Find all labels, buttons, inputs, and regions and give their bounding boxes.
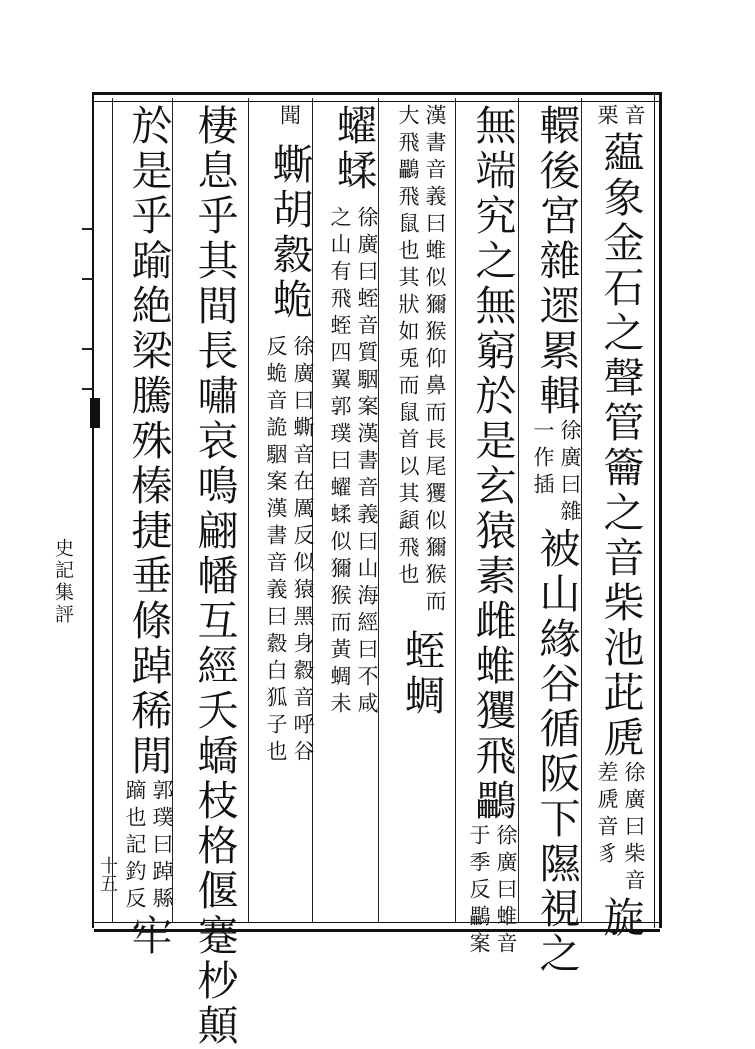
text-column [464, 104, 520, 959]
commentary-block [397, 104, 445, 617]
main-text: 藴象金石之聲管籥之音柴池茈虒 [596, 131, 645, 761]
commentary-line: 音 [622, 104, 646, 131]
margin-book-title: 史記集評 [52, 538, 74, 626]
margin-page-number: 十五 [97, 856, 118, 892]
commentary-line: 徐廣曰雜 [558, 419, 582, 527]
text-column [120, 104, 176, 959]
commentary-line: 徐廣曰柴音 [622, 761, 646, 896]
text-column [592, 104, 648, 941]
main-text: 轘後宮雜遝累輯 [532, 104, 581, 419]
commentary-line: 郭璞曰踔縣 [150, 779, 174, 914]
left-margin [4, 98, 118, 928]
commentary-block [265, 335, 313, 767]
text-column [528, 104, 584, 977]
column-rule [248, 98, 249, 922]
commentary-line: 大飛鸓飛鼠也其狀如兎而鼠首以其頿飛也 [396, 104, 420, 590]
commentary-block [468, 824, 516, 959]
column-rule [112, 98, 113, 922]
commentary-block [532, 419, 580, 527]
main-text: 棲息乎其間長嘯哀鳴翩幡互經夭蟜枝格偃蹇杪顛 [190, 104, 239, 1049]
main-text: 無端究之無窮於是玄猿素雌蜼玃飛鸓 [468, 104, 517, 824]
main-text: 被山緣谷循阪下隰視之 [532, 527, 581, 977]
frame-top-border [94, 92, 660, 102]
main-text: 蛭蜩 [397, 629, 446, 719]
commentary-line: 反蛫音詭駰案漢書音義曰縠白狐子也 [264, 335, 288, 767]
commentary-line: 于季反鸓案 [467, 824, 491, 959]
commentary-line: 一作插 [531, 419, 555, 500]
commentary-line: 蹢也記釣反 [123, 779, 147, 914]
text-column [322, 104, 384, 920]
main-text: 蟖胡縠蛫 [265, 143, 314, 323]
main-text: 旋 [596, 896, 645, 941]
binding-edge-ticks [82, 198, 96, 428]
column-rule [455, 98, 456, 922]
main-text: 牢 [124, 914, 173, 959]
main-text: 於是乎踰絶梁騰殊榛捷垂條踔稀閒 [124, 104, 173, 779]
frame-right-border [654, 92, 662, 928]
text-column [258, 104, 320, 920]
commentary-line: 聞 [277, 104, 302, 131]
commentary-block [124, 779, 172, 914]
text-column [390, 104, 452, 920]
commentary-line: 徐廣曰蛭音質駰案漢書音義曰山海經曰不咸 [355, 206, 379, 719]
commentary-block [329, 206, 377, 719]
commentary-block [596, 104, 644, 131]
commentary-line: 之山有飛蛭四翼郭璞曰蠗蝚似獮猴而黃蜩未 [328, 206, 352, 719]
commentary-line: 徐廣曰蟖音在厲反似猿黑身縠音呼谷 [291, 335, 315, 767]
commentary-line: 栗 [595, 104, 619, 131]
fishtail-mark [90, 398, 100, 428]
commentary-line: 差虒音豸 [595, 761, 619, 869]
commentary-block [596, 761, 644, 896]
main-text: 蠗蝚 [329, 104, 378, 194]
commentary-block [279, 104, 300, 131]
commentary-line: 漢書音義曰蜼似獮猴仰鼻而長尾玃似獮猴而 [423, 104, 447, 617]
commentary-line: 徐廣曰蜼音 [494, 824, 518, 959]
text-column [186, 104, 242, 1049]
